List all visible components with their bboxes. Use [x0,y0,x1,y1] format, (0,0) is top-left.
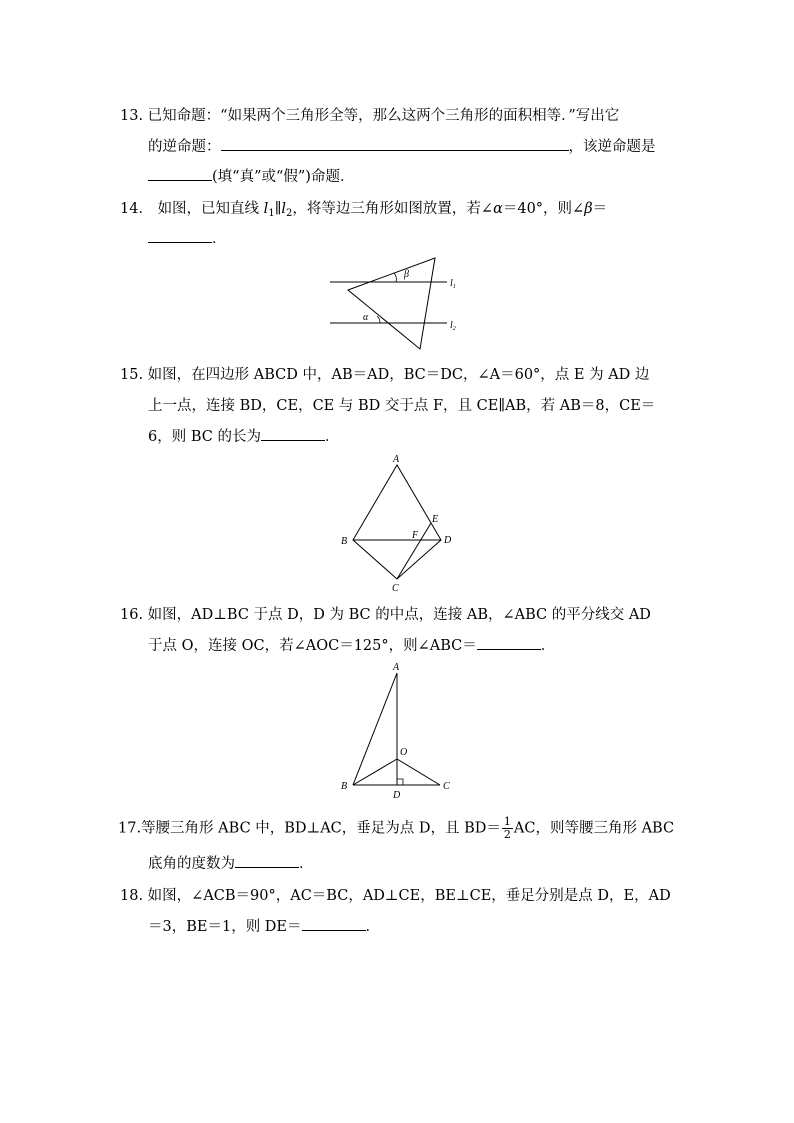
q14-fig-l2: $l_2$ [450,320,456,332]
q16-number: 16. [120,607,144,623]
q18-text2a: ＝3，BE＝1，则 DE＝ [148,919,302,935]
q17-text1b: AC，则等腰三角形 ABC [513,820,675,837]
q14-text2: ． [212,231,227,247]
q17-text2a: 底角的度数为 [148,856,235,872]
q14-parallel: ∥ [274,201,282,217]
q13-number: 13. [120,108,144,124]
q18-answer-blank[interactable] [302,916,366,931]
q14-l2: l [281,201,287,217]
q17-number: 17. [118,820,142,837]
q16-text2a: 于点 O，连接 OC，若∠AOC＝125°，则∠ABC＝ [148,638,477,654]
q16-label-o: O [400,747,408,758]
q15-text1: 如图，在四边形 ABCD 中，AB＝AD，BC＝DC，∠A＝60°，点 E 为 AD 边 [147,367,650,383]
q17-line2 [148,852,314,873]
q17-text2b: ． [299,856,314,872]
q18-line2 [148,915,380,936]
q17-frac-denominator: 2 [503,828,511,841]
q14-fig-alpha: α [363,312,369,323]
q15-label-c: C [392,583,399,594]
q16-right-angle-mark [397,779,403,785]
q18-number: 18. [120,888,144,904]
q18-text1: 如图，∠ACB＝90°，AC＝BC，AD⊥CE，BE⊥CE，垂足分别是点 D，E，AD [147,888,671,904]
q16-label-a: A [393,662,400,673]
q15-label-a: A [393,454,400,465]
q14-alpha: α [493,201,503,217]
q17-text1a: 等腰三角形 ABC 中，BD⊥AC，垂足为点 D，且 BD＝ [141,820,501,837]
q15-label-d: D [444,535,452,546]
q15-number: 15. [120,367,144,383]
q14-l1-sub: 1 [268,208,275,219]
q14-beta: β [584,201,593,217]
q16-label-c: C [443,781,450,792]
q14-text1c: ＝40°，则∠ [502,201,585,217]
q15-text3b: ． [324,429,340,445]
q17-answer-blank[interactable] [235,853,299,868]
q14-l2-sub: 2 [286,208,293,219]
q14-text1a: 如图，已知直线 [157,201,264,217]
q15-label-b: B [341,536,348,547]
q16-label-b: B [341,781,348,792]
q14-number: 14． [120,201,153,217]
q14-text1d: ＝ [592,201,608,217]
q17-fraction-half [502,816,513,841]
q16-label-d: D [393,790,401,801]
q15-label-e: E [432,514,439,525]
q14-fig-l1: $l_1$ [450,278,456,290]
q14-fig-beta: β [404,269,409,280]
q16-segment-oc [397,759,440,785]
q17-frac-numerator: 1 [503,815,511,828]
q13-text3: (填“真”或“假”)命题． [212,169,355,185]
q15-text3a: 6，则 BC 的长为 [148,429,261,445]
q17-line1 [118,816,674,841]
q13-text2a: 的逆命题： [148,139,221,155]
q18-text2b: ． [365,919,381,935]
q14-l1: l [263,201,269,217]
q15-text2: 上一点，连接 BD，CE，CE 与 BD 交于点 F，且 CE∥AB，若 AB＝8，CE＝ [148,398,656,414]
q16-bisector-bo [353,759,397,785]
q16-text1: 如图，AD⊥BC 于点 D，D 为 BC 的中点，连接 AB，∠ABC 的平分线交 AD [147,607,651,623]
q13-text2b: ，该逆命题是 [568,139,656,155]
q18-line1 [120,884,671,905]
q16-segment-ab [353,673,397,785]
q13-text1: 已知命题：“如果两个三角形全等，那么这两个三角形的面积相等．”写出它 [147,108,620,124]
q16-text2b: ． [540,638,556,654]
q14-text1b: ，将等边三角形如图放置，若∠ [292,201,494,217]
q15-label-f: F [412,530,419,541]
